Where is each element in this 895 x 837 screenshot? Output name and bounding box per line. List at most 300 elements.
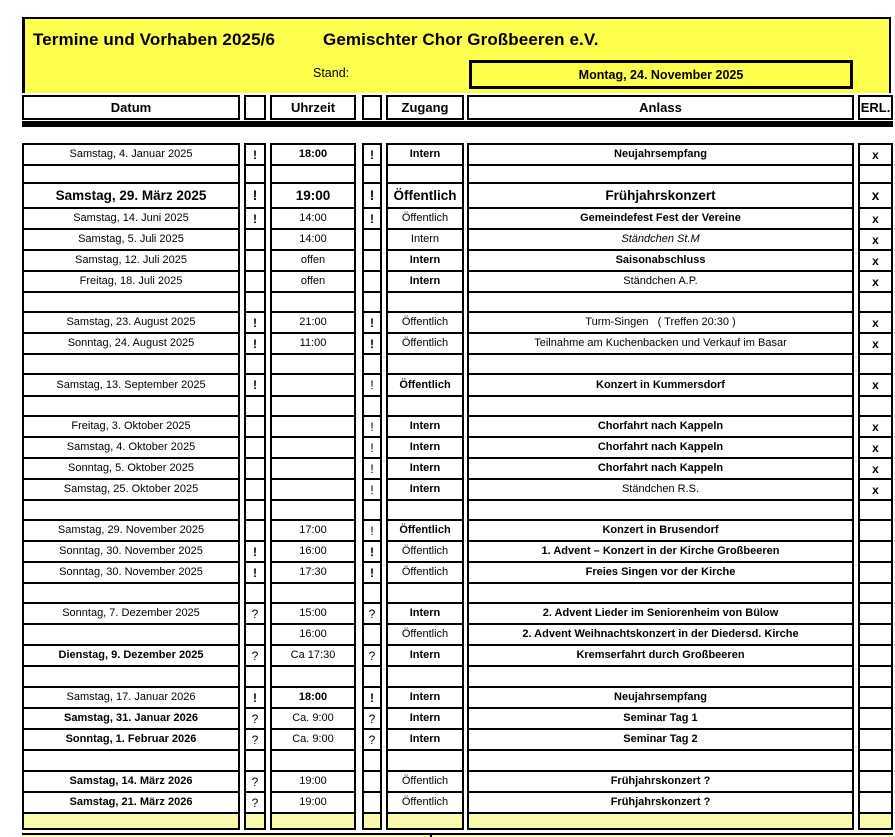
cell-uhrzeit-text: 16:00 bbox=[299, 545, 327, 557]
cell-mark1 bbox=[244, 812, 266, 830]
cell-zugang bbox=[386, 164, 464, 182]
cell-mark1-text: ! bbox=[253, 690, 257, 705]
cell-erl-text: x bbox=[872, 253, 879, 268]
stand-label: Stand: bbox=[313, 66, 350, 80]
cell-uhrzeit bbox=[270, 478, 356, 499]
cell-datum bbox=[22, 728, 240, 749]
cell-anlass bbox=[467, 791, 854, 812]
cell-anlass-text: 1. Advent – Konzert in der Kirche Großbeeren bbox=[541, 545, 780, 557]
cell-mark1-text: ! bbox=[253, 378, 257, 392]
cell-datum bbox=[22, 749, 240, 770]
cell-mark1-text: ? bbox=[251, 648, 259, 663]
cell-uhrzeit-text: offen bbox=[300, 254, 326, 266]
cell-erl bbox=[858, 249, 893, 270]
cell-datum bbox=[22, 395, 240, 415]
table-row bbox=[22, 623, 893, 644]
cell-zugang bbox=[386, 353, 464, 373]
cell-zugang bbox=[386, 665, 464, 686]
cell-uhrzeit bbox=[270, 499, 356, 519]
cell-erl bbox=[858, 812, 893, 830]
cell-erl-text: x bbox=[872, 147, 879, 162]
cell-erl bbox=[858, 270, 893, 291]
column-header-anlass: Anlass bbox=[467, 95, 854, 120]
cell-uhrzeit-text: 18:00 bbox=[298, 691, 328, 703]
cell-uhrzeit bbox=[270, 311, 356, 332]
cell-anlass-text: Frühjahrskonzert ? bbox=[610, 796, 711, 808]
cell-erl-text: x bbox=[872, 274, 879, 289]
cell-datum bbox=[22, 519, 240, 540]
cell-datum bbox=[22, 499, 240, 519]
cell-datum-text: Samstag, 29. März 2025 bbox=[55, 187, 207, 203]
cell-uhrzeit-text: 19:00 bbox=[295, 187, 331, 203]
cell-zugang-text: Öffentlich bbox=[399, 378, 451, 391]
cell-mark2 bbox=[362, 665, 382, 686]
cell-zugang bbox=[386, 707, 464, 728]
cell-zugang bbox=[386, 812, 464, 830]
table-row bbox=[22, 207, 893, 228]
cell-mark1 bbox=[244, 582, 266, 602]
cell-mark1-text: ! bbox=[253, 336, 257, 351]
table-row bbox=[22, 311, 893, 332]
cell-mark1 bbox=[244, 478, 266, 499]
cell-mark1 bbox=[244, 270, 266, 291]
cell-uhrzeit bbox=[270, 373, 356, 395]
cell-anlass-text: Konzert in Kummersdorf bbox=[596, 378, 725, 391]
cell-mark1 bbox=[244, 540, 266, 561]
cell-datum-text: Sonntag, 30. November 2025 bbox=[59, 545, 203, 557]
cell-datum bbox=[22, 623, 240, 644]
stand-date-box: Montag, 24. November 2025 bbox=[469, 60, 853, 89]
cell-erl bbox=[858, 749, 893, 770]
cell-zugang-text: Intern bbox=[409, 441, 441, 453]
cell-erl-text: x bbox=[872, 211, 879, 226]
cell-erl-text: x bbox=[872, 336, 879, 351]
cell-mark1-text: ! bbox=[253, 544, 257, 559]
cell-mark1 bbox=[244, 770, 266, 791]
cell-datum bbox=[22, 143, 240, 164]
cell-zugang-text: Intern bbox=[409, 483, 441, 495]
cell-datum bbox=[22, 812, 240, 830]
cell-mark2-text: ? bbox=[368, 606, 376, 621]
cell-mark2 bbox=[362, 291, 382, 311]
cell-zugang bbox=[386, 791, 464, 812]
cell-anlass-text: Freies Singen vor der Kirche bbox=[585, 566, 736, 578]
cell-uhrzeit-text: 19:00 bbox=[299, 796, 327, 808]
cell-anlass bbox=[467, 707, 854, 728]
table-row bbox=[22, 249, 893, 270]
cell-zugang bbox=[386, 499, 464, 519]
cell-uhrzeit-text: 21:00 bbox=[299, 316, 327, 328]
cell-mark2 bbox=[362, 457, 382, 478]
column-header-mark1 bbox=[244, 95, 266, 120]
cell-erl-text: x bbox=[872, 232, 879, 247]
cell-erl bbox=[858, 499, 893, 519]
cell-datum bbox=[22, 332, 240, 353]
cell-uhrzeit bbox=[270, 770, 356, 791]
cell-erl bbox=[858, 686, 893, 707]
column-header-mark2 bbox=[362, 95, 382, 120]
cell-anlass bbox=[467, 143, 854, 164]
cell-erl bbox=[858, 644, 893, 665]
cell-erl bbox=[858, 623, 893, 644]
table-row-spacer bbox=[22, 353, 893, 373]
cell-datum-text: Sonntag, 24. August 2025 bbox=[67, 337, 195, 349]
cell-anlass-text: 2. Advent Weihnachtskonzert in der Diedersd. Kirche bbox=[522, 628, 799, 640]
cell-mark2-text: ! bbox=[370, 544, 374, 559]
table-row-spacer bbox=[22, 665, 893, 686]
cell-mark2-text: ! bbox=[370, 440, 374, 455]
cell-datum bbox=[22, 228, 240, 249]
cell-datum-text: Dienstag, 9. Dezember 2025 bbox=[58, 649, 204, 661]
cell-mark1 bbox=[244, 249, 266, 270]
cell-mark2 bbox=[362, 499, 382, 519]
cell-anlass bbox=[467, 353, 854, 373]
cell-mark2 bbox=[362, 207, 382, 228]
cell-anlass bbox=[467, 602, 854, 623]
cell-uhrzeit-text: 14:00 bbox=[299, 212, 327, 224]
cell-uhrzeit-text: offen bbox=[300, 275, 326, 287]
cell-mark2-text: ? bbox=[368, 648, 376, 663]
cell-mark1 bbox=[244, 311, 266, 332]
cell-mark1-text: ! bbox=[253, 147, 257, 162]
cell-zugang-text: Intern bbox=[409, 691, 441, 703]
table-row bbox=[22, 436, 893, 457]
cell-zugang bbox=[386, 582, 464, 602]
cell-zugang-text: Öffentlich bbox=[401, 316, 449, 328]
cell-datum-text: Freitag, 18. Juli 2025 bbox=[79, 275, 183, 287]
cell-mark2-text: ! bbox=[370, 690, 374, 705]
cell-datum bbox=[22, 561, 240, 582]
cell-zugang bbox=[386, 770, 464, 791]
cell-anlass bbox=[467, 728, 854, 749]
cell-erl-text: x bbox=[872, 482, 879, 497]
cell-datum-text: Freitag, 3. Oktober 2025 bbox=[71, 420, 191, 432]
cell-anlass bbox=[467, 499, 854, 519]
cell-erl bbox=[858, 665, 893, 686]
cell-mark1-text: ! bbox=[253, 565, 257, 580]
cell-datum bbox=[22, 207, 240, 228]
cell-mark2 bbox=[362, 228, 382, 249]
cell-mark1 bbox=[244, 665, 266, 686]
cell-uhrzeit-text: Ca 17:30 bbox=[290, 649, 336, 661]
cell-erl-text: x bbox=[872, 419, 879, 434]
cell-erl-text: x bbox=[872, 461, 879, 476]
cell-anlass-text: Ständchen A.P. bbox=[623, 275, 698, 287]
cell-mark2-text: ! bbox=[370, 482, 374, 497]
cell-datum-text: Samstag, 5. Juli 2025 bbox=[78, 233, 184, 245]
cell-zugang bbox=[386, 644, 464, 665]
cell-erl bbox=[858, 311, 893, 332]
cell-zugang bbox=[386, 143, 464, 164]
table-row bbox=[22, 728, 893, 749]
cell-mark1 bbox=[244, 602, 266, 623]
cell-zugang-text: Intern bbox=[410, 233, 440, 245]
cell-uhrzeit-text: 11:00 bbox=[299, 337, 327, 349]
table-row bbox=[22, 228, 893, 249]
cell-erl bbox=[858, 582, 893, 602]
cell-anlass-text: Chorfahrt nach Kappeln bbox=[597, 462, 724, 474]
cell-erl bbox=[858, 519, 893, 540]
cell-mark2-text: ! bbox=[370, 147, 374, 162]
cell-anlass bbox=[467, 270, 854, 291]
cell-uhrzeit bbox=[270, 791, 356, 812]
cell-datum bbox=[22, 665, 240, 686]
cell-mark2 bbox=[362, 395, 382, 415]
cell-mark2 bbox=[362, 332, 382, 353]
page-title bbox=[33, 30, 599, 50]
cell-mark1 bbox=[244, 395, 266, 415]
cell-datum-text: Samstag, 17. Januar 2026 bbox=[66, 691, 196, 703]
cell-zugang-text: Intern bbox=[409, 254, 441, 266]
table-row bbox=[22, 457, 893, 478]
cell-datum-text: Samstag, 14. März 2026 bbox=[69, 775, 193, 787]
cell-zugang-text: Öffentlich bbox=[401, 775, 449, 787]
table-row bbox=[22, 415, 893, 436]
cell-uhrzeit bbox=[270, 812, 356, 830]
cell-zugang bbox=[386, 457, 464, 478]
cell-erl bbox=[858, 561, 893, 582]
cell-datum-text: Samstag, 13. September 2025 bbox=[56, 378, 206, 391]
cell-uhrzeit bbox=[270, 164, 356, 182]
cell-mark1 bbox=[244, 644, 266, 665]
cell-uhrzeit bbox=[270, 540, 356, 561]
cell-anlass-text: Seminar Tag 1 bbox=[623, 712, 698, 724]
cell-datum-text: Sonntag, 30. November 2025 bbox=[59, 566, 203, 578]
column-header-uhrzeit: Uhrzeit bbox=[270, 95, 356, 120]
cell-erl-text: x bbox=[872, 378, 879, 392]
cell-mark2 bbox=[362, 582, 382, 602]
table-row bbox=[22, 644, 893, 665]
cell-anlass bbox=[467, 644, 854, 665]
cell-datum-text: Samstag, 25. Oktober 2025 bbox=[63, 483, 199, 495]
cell-erl bbox=[858, 332, 893, 353]
cell-mark2 bbox=[362, 791, 382, 812]
cell-zugang-text: Öffentlich bbox=[401, 628, 449, 640]
cell-anlass bbox=[467, 228, 854, 249]
cell-datum bbox=[22, 182, 240, 207]
cell-zugang-text: Öffentlich bbox=[401, 337, 449, 349]
table-row-spacer bbox=[22, 582, 893, 602]
cell-mark2-text: ! bbox=[370, 419, 374, 434]
cell-zugang bbox=[386, 395, 464, 415]
cell-mark1-text: ! bbox=[253, 211, 257, 226]
cell-mark1 bbox=[244, 561, 266, 582]
cell-mark2-text: ! bbox=[370, 378, 374, 392]
cell-mark2 bbox=[362, 373, 382, 395]
table-row bbox=[22, 270, 893, 291]
cell-mark2 bbox=[362, 353, 382, 373]
cell-datum bbox=[22, 457, 240, 478]
cell-erl bbox=[858, 602, 893, 623]
cell-mark1 bbox=[244, 686, 266, 707]
cell-erl bbox=[858, 143, 893, 164]
cell-anlass bbox=[467, 395, 854, 415]
cell-datum bbox=[22, 373, 240, 395]
cell-anlass-text: 2. Advent Lieder im Seniorenheim von Bülow bbox=[542, 607, 779, 619]
cell-anlass bbox=[467, 519, 854, 540]
table-row bbox=[22, 707, 893, 728]
cell-anlass bbox=[467, 686, 854, 707]
cell-anlass bbox=[467, 770, 854, 791]
cell-uhrzeit bbox=[270, 207, 356, 228]
cell-anlass bbox=[467, 540, 854, 561]
cell-mark1 bbox=[244, 182, 266, 207]
cell-anlass-text: Neujahrsempfang bbox=[614, 148, 707, 160]
cell-uhrzeit bbox=[270, 623, 356, 644]
table-row bbox=[22, 791, 893, 812]
table-row-spacer bbox=[22, 164, 893, 182]
cell-zugang-text: Intern bbox=[409, 275, 441, 287]
cell-mark1 bbox=[244, 164, 266, 182]
cell-datum-text: Sonntag, 5. Oktober 2025 bbox=[68, 462, 194, 474]
cell-mark2 bbox=[362, 270, 382, 291]
cell-zugang-text: Öffentlich bbox=[401, 796, 449, 808]
cell-erl bbox=[858, 707, 893, 728]
cell-zugang bbox=[386, 728, 464, 749]
cell-mark2-text: ? bbox=[368, 711, 376, 726]
cell-zugang bbox=[386, 602, 464, 623]
cell-datum bbox=[22, 707, 240, 728]
cell-mark2 bbox=[362, 707, 382, 728]
cell-anlass-text: Teilnahme am Kuchenbacken und Verkauf im Basar bbox=[534, 337, 787, 349]
cell-anlass bbox=[467, 373, 854, 395]
cell-mark2 bbox=[362, 623, 382, 644]
cell-uhrzeit bbox=[270, 582, 356, 602]
cell-mark2 bbox=[362, 436, 382, 457]
cell-anlass bbox=[467, 582, 854, 602]
cell-zugang-text: Intern bbox=[409, 733, 441, 745]
cell-mark2 bbox=[362, 686, 382, 707]
column-header-erl: ERL. bbox=[858, 95, 893, 120]
cell-erl bbox=[858, 415, 893, 436]
cell-uhrzeit bbox=[270, 749, 356, 770]
cell-zugang bbox=[386, 478, 464, 499]
table-row bbox=[22, 478, 893, 499]
cell-mark2-text: ! bbox=[370, 461, 374, 476]
table-row bbox=[22, 519, 893, 540]
cell-mark2 bbox=[362, 770, 382, 791]
cell-mark2-text: ! bbox=[370, 523, 374, 538]
cell-anlass bbox=[467, 812, 854, 830]
cell-anlass-text: Kremserfahrt durch Großbeeren bbox=[576, 649, 745, 661]
table-row bbox=[22, 561, 893, 582]
cell-mark1 bbox=[244, 415, 266, 436]
cell-uhrzeit bbox=[270, 728, 356, 749]
cell-mark1 bbox=[244, 623, 266, 644]
cell-anlass-text: Turm-Singen ( Treffen 20:30 ) bbox=[585, 316, 736, 328]
cell-mark2 bbox=[362, 311, 382, 332]
cell-uhrzeit bbox=[270, 686, 356, 707]
cell-mark1 bbox=[244, 228, 266, 249]
cell-zugang-text: Intern bbox=[409, 148, 441, 160]
cell-mark2 bbox=[362, 561, 382, 582]
cell-zugang bbox=[386, 686, 464, 707]
cell-mark2 bbox=[362, 164, 382, 182]
cell-datum bbox=[22, 478, 240, 499]
cell-mark1 bbox=[244, 707, 266, 728]
cell-datum-text: Samstag, 31. Januar 2026 bbox=[64, 712, 198, 724]
cell-erl bbox=[858, 457, 893, 478]
cell-mark2 bbox=[362, 143, 382, 164]
cell-datum-text: Samstag, 21. März 2026 bbox=[69, 796, 193, 808]
cell-mark1 bbox=[244, 519, 266, 540]
cell-zugang bbox=[386, 415, 464, 436]
cell-anlass-text: Ständchen R.S. bbox=[621, 483, 700, 495]
cell-mark1 bbox=[244, 728, 266, 749]
cell-mark2 bbox=[362, 728, 382, 749]
cell-zugang bbox=[386, 373, 464, 395]
cell-uhrzeit bbox=[270, 332, 356, 353]
cell-anlass bbox=[467, 561, 854, 582]
cell-anlass bbox=[467, 623, 854, 644]
cell-anlass bbox=[467, 478, 854, 499]
cell-zugang-text: Öffentlich bbox=[401, 212, 449, 224]
cell-erl bbox=[858, 207, 893, 228]
cell-mark1 bbox=[244, 791, 266, 812]
table-row-spacer bbox=[22, 749, 893, 770]
cell-uhrzeit bbox=[270, 644, 356, 665]
cell-erl bbox=[858, 164, 893, 182]
cell-erl bbox=[858, 436, 893, 457]
cell-zugang bbox=[386, 332, 464, 353]
cell-mark2 bbox=[362, 478, 382, 499]
page-title-left: Termine und Vorhaben 2025/6 bbox=[33, 30, 276, 49]
table-row-spacer bbox=[22, 812, 893, 830]
cell-mark2-text: ! bbox=[370, 336, 374, 351]
cell-zugang bbox=[386, 249, 464, 270]
cell-datum bbox=[22, 311, 240, 332]
cell-uhrzeit bbox=[270, 228, 356, 249]
cell-uhrzeit bbox=[270, 665, 356, 686]
cell-anlass bbox=[467, 207, 854, 228]
cell-zugang bbox=[386, 291, 464, 311]
cell-datum bbox=[22, 270, 240, 291]
column-header-zugang: Zugang bbox=[386, 95, 464, 120]
cell-erl bbox=[858, 478, 893, 499]
cell-uhrzeit-text: 17:00 bbox=[299, 524, 327, 536]
cell-mark1 bbox=[244, 353, 266, 373]
cell-datum bbox=[22, 415, 240, 436]
cell-mark1-text: ? bbox=[251, 774, 259, 789]
cell-anlass-text: Gemeindefest Fest der Vereine bbox=[580, 212, 741, 224]
cell-uhrzeit bbox=[270, 436, 356, 457]
cell-mark2 bbox=[362, 602, 382, 623]
cell-datum bbox=[22, 582, 240, 602]
cell-datum bbox=[22, 353, 240, 373]
cell-datum-text: Sonntag, 7. Dezember 2025 bbox=[62, 607, 200, 619]
table-row-spacer bbox=[22, 291, 893, 311]
table-row bbox=[22, 143, 893, 164]
cell-uhrzeit bbox=[270, 270, 356, 291]
cell-anlass bbox=[467, 164, 854, 182]
cell-zugang bbox=[386, 436, 464, 457]
cell-anlass-text: Ständchen St.M bbox=[621, 233, 700, 245]
cell-uhrzeit bbox=[270, 457, 356, 478]
cell-erl bbox=[858, 395, 893, 415]
table-row-spacer bbox=[22, 395, 893, 415]
cell-erl bbox=[858, 353, 893, 373]
cell-erl bbox=[858, 373, 893, 395]
cell-uhrzeit bbox=[270, 143, 356, 164]
cell-datum-text: Sonntag, 1. Februar 2026 bbox=[65, 733, 197, 745]
next-section-cutoff bbox=[22, 833, 893, 837]
cell-anlass-text: Konzert in Brusendorf bbox=[602, 524, 719, 536]
table-row bbox=[22, 540, 893, 561]
cell-mark1 bbox=[244, 436, 266, 457]
cell-mark1-text: ! bbox=[253, 315, 257, 330]
cell-zugang-text: Intern bbox=[409, 649, 441, 661]
cell-anlass bbox=[467, 665, 854, 686]
